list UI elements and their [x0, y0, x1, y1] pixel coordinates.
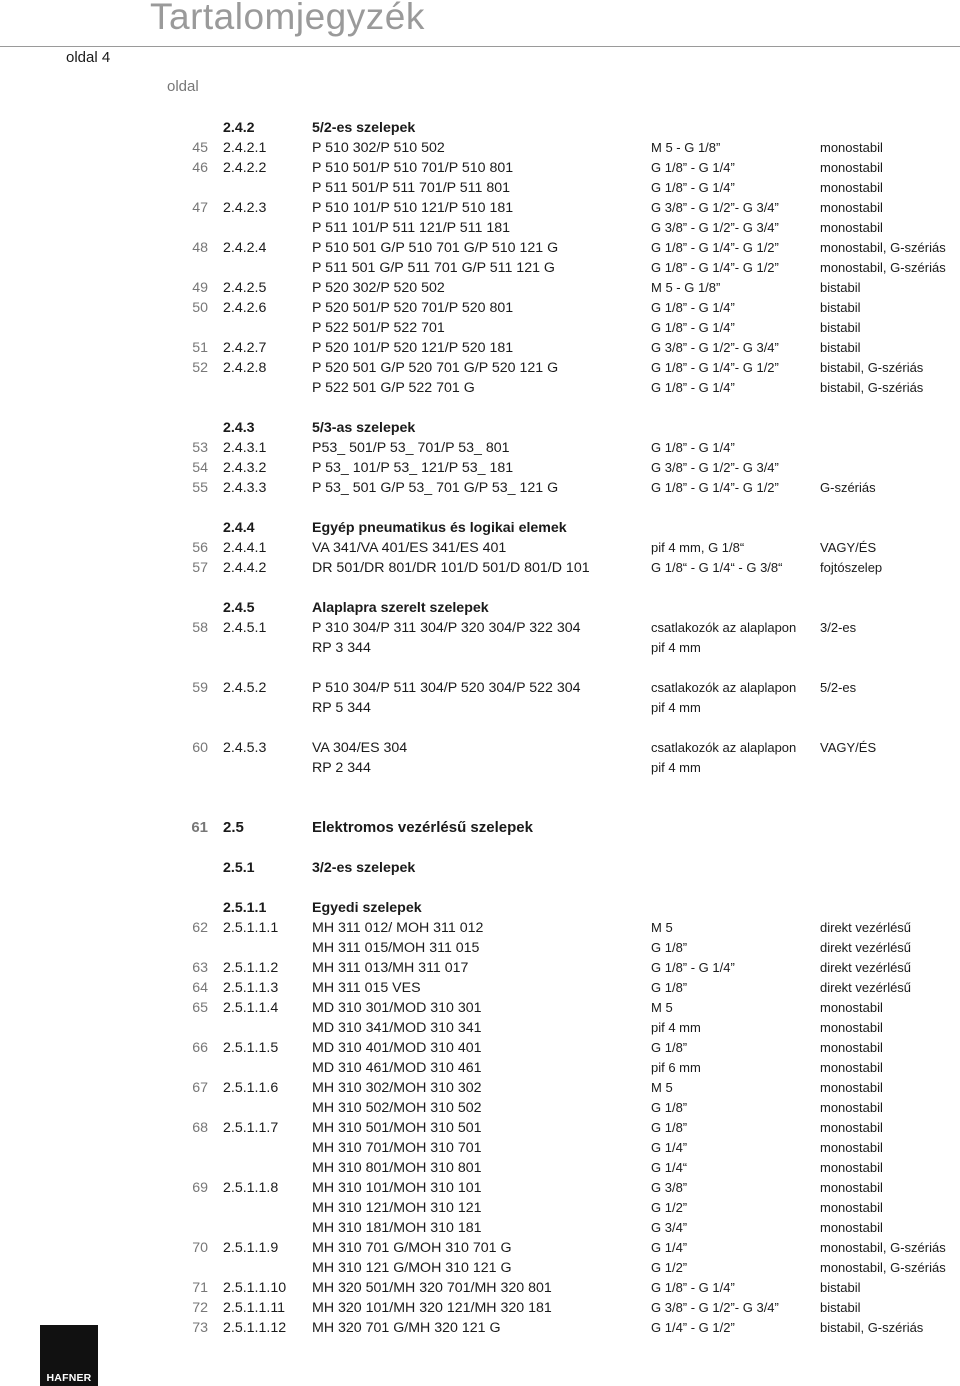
connection-size: G 1/8” - G 1/4”: [651, 320, 735, 335]
page-number: 63: [192, 960, 208, 976]
valve-type: monostabil, G-szériás: [820, 240, 946, 255]
connection-size: G 1/4”: [651, 1140, 688, 1155]
spacer-row: [0, 399, 960, 419]
entry-title: MH 310 302/MOH 310 302: [312, 1080, 482, 1096]
entry-title: MH 320 701 G/MH 320 121 G: [312, 1320, 501, 1336]
valve-type: monostabil: [820, 1180, 883, 1195]
connection-size: M 5: [651, 1000, 673, 1015]
connection-size: G 1/8”: [651, 1120, 688, 1135]
entry-title: P 53_ 101/P 53_ 121/P 53_ 181: [312, 460, 514, 476]
connection-size: pif 4 mm: [651, 700, 701, 715]
connection-size: G 1/2”: [651, 1200, 688, 1215]
entry-title: 5/3-as szelepek: [312, 420, 416, 436]
entry-title: RP 3 344: [312, 640, 371, 656]
toc-row: [0, 619, 960, 639]
entry-title: MH 311 015/MOH 311 015: [312, 940, 480, 956]
toc-row: [0, 259, 960, 279]
toc-row: [0, 1139, 960, 1159]
section-heading-row: [0, 819, 960, 839]
valve-type: monostabil: [820, 1000, 883, 1015]
section-number: 2.4.2: [223, 120, 255, 136]
valve-type: VAGY/ÉS: [820, 740, 877, 755]
page-number: 59: [192, 680, 208, 696]
section-number: 2.4.4.2: [223, 560, 267, 576]
connection-size: G 3/8”: [651, 1180, 688, 1195]
entry-title: VA 341/VA 401/ES 341/ES 401: [312, 540, 507, 556]
connection-size: G 1/4“: [651, 1160, 688, 1175]
entry-title: P 520 501/P 520 701/P 520 801: [312, 300, 514, 316]
page-number: 66: [192, 1040, 208, 1056]
toc-row: [0, 1099, 960, 1119]
section-number: 2.4.2.3: [223, 200, 267, 216]
entry-title: Egyép pneumatikus és logikai elemek: [312, 520, 567, 536]
page-number: 73: [192, 1320, 208, 1336]
valve-type: monostabil: [820, 1040, 883, 1055]
page-number: 58: [192, 620, 208, 636]
toc-row: [0, 1019, 960, 1039]
entry-title: MH 310 801/MOH 310 801: [312, 1160, 482, 1176]
toc-row: [0, 1259, 960, 1279]
toc-row: [0, 759, 960, 779]
page-number: 67: [192, 1080, 208, 1096]
entry-title: MD 310 401/MOD 310 401: [312, 1040, 482, 1056]
connection-size: G 3/8” - G 1/2”- G 3/4”: [651, 200, 779, 215]
entry-title: MD 310 301/MOD 310 301: [312, 1000, 482, 1016]
connection-size: G 1/4”: [651, 1240, 688, 1255]
entry-title: MH 310 502/MOH 310 502: [312, 1100, 482, 1116]
entry-title: MH 310 701 G/MOH 310 701 G: [312, 1240, 512, 1256]
connection-size: G 1/8” - G 1/4”: [651, 180, 735, 195]
page-number: 55: [192, 480, 208, 496]
toc-row: [0, 939, 960, 959]
page-number: 60: [192, 740, 208, 756]
connection-size: pif 4 mm: [651, 1020, 701, 1035]
section-heading-row: [0, 519, 960, 539]
valve-type: direkt vezérlésű: [820, 980, 912, 995]
connection-size: G 1/8” - G 1/4”: [651, 960, 735, 975]
spacer-row: [0, 579, 960, 599]
connection-size: pif 4 mm, G 1/8“: [651, 540, 745, 555]
entry-title: P 522 501/P 522 701: [312, 320, 445, 336]
connection-size: M 5 - G 1/8”: [651, 140, 721, 155]
section-heading-row: [0, 899, 960, 919]
connection-size: G 1/8” - G 1/4”- G 1/2”: [651, 360, 779, 375]
valve-type: bistabil: [820, 280, 861, 295]
entry-title: P 510 302/P 510 502: [312, 140, 445, 156]
entry-title: P 522 501 G/P 522 701 G: [312, 380, 475, 396]
valve-type: bistabil, G-szériás: [820, 1320, 924, 1335]
connection-size: G 1/8” - G 1/4”- G 1/2”: [651, 240, 779, 255]
spacer-row: [0, 799, 960, 819]
section-number: 2.4.5: [223, 600, 255, 616]
valve-type: monostabil: [820, 1080, 883, 1095]
section-number: 2.5.1.1.8: [223, 1180, 279, 1196]
valve-type: monostabil: [820, 1200, 883, 1215]
toc-row: [0, 1279, 960, 1299]
page-number: 62: [192, 920, 208, 936]
connection-size: G 1/8”: [651, 1100, 688, 1115]
toc-row: [0, 1319, 960, 1339]
entry-title: MD 310 341/MOD 310 341: [312, 1020, 482, 1036]
page-number: 53: [192, 440, 208, 456]
page-number: 68: [192, 1120, 208, 1136]
entry-title: P 510 501 G/P 510 701 G/P 510 121 G: [312, 240, 559, 256]
valve-type: monostabil: [820, 200, 883, 215]
entry-title: MH 310 501/MOH 310 501: [312, 1120, 482, 1136]
page-number: 48: [192, 240, 208, 256]
connection-size: G 1/8” - G 1/4”- G 1/2”: [651, 260, 779, 275]
page-number: 65: [192, 1000, 208, 1016]
valve-type: monostabil, G-szériás: [820, 1260, 946, 1275]
valve-type: monostabil: [820, 220, 883, 235]
section-number: 2.5.1.1.9: [223, 1240, 279, 1256]
toc-row: [0, 379, 960, 399]
section-heading-row: [0, 119, 960, 139]
section-number: 2.4.3: [223, 420, 255, 436]
valve-type: bistabil: [820, 320, 861, 335]
entry-title: RP 5 344: [312, 700, 371, 716]
valve-type: direkt vezérlésű: [820, 920, 912, 935]
connection-size: G 1/2”: [651, 1260, 688, 1275]
toc-row: [0, 439, 960, 459]
entry-title: P53_ 501/P 53_ 701/P 53_ 801: [312, 440, 510, 456]
page-number: 46: [192, 160, 208, 176]
hafner-logo: [40, 1325, 98, 1386]
valve-type: monostabil: [820, 180, 883, 195]
valve-type: monostabil: [820, 1060, 883, 1075]
page-number: 49: [192, 280, 208, 296]
entry-title: VA 304/ES 304: [312, 740, 408, 756]
spacer-row: [0, 779, 960, 799]
connection-size: M 5 - G 1/8”: [651, 280, 721, 295]
entry-title: Alaplapra szerelt szelepek: [312, 600, 489, 616]
toc-row: [0, 539, 960, 559]
section-number: 2.5.1.1.3: [223, 980, 279, 996]
toc-row: [0, 679, 960, 699]
entry-title: MH 320 501/MH 320 701/MH 320 801: [312, 1280, 552, 1296]
page-number: 54: [192, 460, 208, 476]
toc-row: [0, 479, 960, 499]
page-number: 69: [192, 1180, 208, 1196]
toc-row: [0, 339, 960, 359]
valve-type: monostabil: [820, 1140, 883, 1155]
section-heading-row: [0, 419, 960, 439]
entry-title: MH 310 121 G/MOH 310 121 G: [312, 1260, 512, 1276]
toc-row: [0, 1079, 960, 1099]
page-number: 72: [192, 1300, 208, 1316]
page-reference: oldal 4: [66, 49, 111, 66]
section-number: 2.5: [223, 819, 244, 836]
valve-type: bistabil, G-szériás: [820, 360, 924, 375]
toc-row: [0, 1159, 960, 1179]
toc-row: [0, 639, 960, 659]
entry-title: 5/2-es szelepek: [312, 120, 416, 136]
section-number: 2.4.2.4: [223, 240, 267, 256]
section-number: 2.5.1.1.2: [223, 960, 279, 976]
section-heading-row: [0, 859, 960, 879]
toc-row: [0, 299, 960, 319]
connection-size: csatlakozók az alaplapon: [651, 740, 797, 755]
connection-size: M 5: [651, 1080, 673, 1095]
toc-row: [0, 919, 960, 939]
toc-row: [0, 1239, 960, 1259]
toc-row: [0, 959, 960, 979]
connection-size: G 3/8” - G 1/2”- G 3/4”: [651, 460, 779, 475]
valve-type: VAGY/ÉS: [820, 540, 877, 555]
entry-title: 3/2-es szelepek: [312, 860, 416, 876]
connection-size: G 1/8” - G 1/4”: [651, 1280, 735, 1295]
connection-size: G 3/4”: [651, 1220, 688, 1235]
entry-title: MH 311 013/MH 311 017: [312, 960, 469, 976]
connection-size: G 1/8”: [651, 1040, 688, 1055]
toc-row: [0, 1299, 960, 1319]
valve-type: monostabil: [820, 160, 883, 175]
entry-title: P 510 501/P 510 701/P 510 801: [312, 160, 514, 176]
spacer-row: [0, 719, 960, 739]
entry-title: DR 501/DR 801/DR 101/D 501/D 801/D 101: [312, 560, 590, 576]
connection-size: G 1/8” - G 1/4”: [651, 160, 735, 175]
entry-title: P 511 501 G/P 511 701 G/P 511 121 G: [312, 260, 555, 276]
section-number: 2.4.3.2: [223, 460, 267, 476]
toc-row: [0, 199, 960, 219]
toc-row: [0, 559, 960, 579]
entry-title: P 520 101/P 520 121/P 520 181: [312, 340, 514, 356]
entry-title: P 520 302/P 520 502: [312, 280, 445, 296]
valve-type: 3/2-es: [820, 620, 857, 635]
valve-type: bistabil: [820, 1300, 861, 1315]
connection-size: csatlakozók az alaplapon: [651, 620, 797, 635]
valve-type: direkt vezérlésű: [820, 960, 912, 975]
page-number: 50: [192, 300, 208, 316]
connection-size: M 5: [651, 920, 673, 935]
section-number: 2.5.1.1.11: [223, 1300, 286, 1316]
valve-type: monostabil: [820, 1160, 883, 1175]
toc-row: [0, 319, 960, 339]
logo-text: HAFNER: [46, 1372, 92, 1384]
entry-title: P 510 101/P 510 121/P 510 181: [312, 200, 514, 216]
page-number: 47: [192, 200, 208, 216]
section-number: 2.4.2.7: [223, 340, 267, 356]
section-number: 2.4.2.2: [223, 160, 267, 176]
toc-row: [0, 1179, 960, 1199]
entry-title: MH 310 101/MOH 310 101: [312, 1180, 482, 1196]
valve-type: monostabil, G-szériás: [820, 260, 946, 275]
toc-row: [0, 279, 960, 299]
valve-type: bistabil: [820, 340, 861, 355]
valve-type: monostabil: [820, 1020, 883, 1035]
toc-row: [0, 699, 960, 719]
toc-row: [0, 179, 960, 199]
section-number: 2.4.2.6: [223, 300, 267, 316]
page-number: 45: [192, 140, 208, 156]
title-divider: [0, 46, 960, 47]
valve-type: fojtószelep: [820, 560, 883, 575]
connection-size: pif 4 mm: [651, 760, 701, 775]
page-number: 71: [192, 1280, 208, 1296]
connection-size: csatlakozók az alaplapon: [651, 680, 797, 695]
connection-size: G 3/8” - G 1/2”- G 3/4”: [651, 340, 779, 355]
toc-row: [0, 159, 960, 179]
section-number: 2.4.2.1: [223, 140, 267, 156]
toc-row: [0, 1059, 960, 1079]
section-number: 2.5.1: [223, 860, 255, 876]
valve-type: bistabil: [820, 300, 861, 315]
valve-type: 5/2-es: [820, 680, 857, 695]
toc-row: [0, 139, 960, 159]
entry-title: P 511 101/P 511 121/P 511 181: [312, 220, 511, 236]
toc-row: [0, 1039, 960, 1059]
entry-title: P 510 304/P 511 304/P 520 304/P 522 304: [312, 680, 581, 696]
valve-type: G-szériás: [820, 480, 876, 495]
section-number: 2.4.3.3: [223, 480, 267, 496]
valve-type: bistabil: [820, 1280, 861, 1295]
table-of-contents: [0, 119, 960, 1339]
connection-size: G 1/8”: [651, 940, 688, 955]
section-number: 2.4.3.1: [223, 440, 267, 456]
entry-title: Egyedi szelepek: [312, 900, 422, 916]
valve-type: monostabil: [820, 1220, 883, 1235]
section-number: 2.4.5.1: [223, 620, 267, 636]
toc-row: [0, 739, 960, 759]
page-number: 57: [192, 560, 208, 576]
connection-size: G 1/8” - G 1/4”: [651, 380, 735, 395]
connection-size: G 1/8“ - G 1/4“ - G 3/8“: [651, 560, 783, 575]
entry-title: Elektromos vezérlésű szelepek: [312, 819, 533, 836]
entry-title: P 511 501/P 511 701/P 511 801: [312, 180, 511, 196]
section-number: 2.4.2.8: [223, 360, 267, 376]
entry-title: MH 320 101/MH 320 121/MH 320 181: [312, 1300, 552, 1316]
section-number: 2.5.1.1.4: [223, 1000, 279, 1016]
entry-title: MH 310 181/MOH 310 181: [312, 1220, 482, 1236]
valve-type: bistabil, G-szériás: [820, 380, 924, 395]
page-number: 61: [191, 819, 208, 836]
section-number: 2.5.1.1.12: [223, 1320, 287, 1336]
connection-size: pif 4 mm: [651, 640, 701, 655]
connection-size: G 1/8” - G 1/4”: [651, 300, 735, 315]
entry-title: RP 2 344: [312, 760, 371, 776]
valve-type: monostabil, G-szériás: [820, 1240, 946, 1255]
entry-title: MH 311 015 VES: [312, 980, 421, 996]
spacer-row: [0, 499, 960, 519]
section-number: 2.4.5.3: [223, 740, 267, 756]
toc-row: [0, 1119, 960, 1139]
spacer-row: [0, 659, 960, 679]
page-number: 70: [192, 1240, 208, 1256]
page-number: 56: [192, 540, 208, 556]
connection-size: G 3/8” - G 1/2”- G 3/4”: [651, 220, 779, 235]
toc-row: [0, 979, 960, 999]
section-number: 2.4.4.1: [223, 540, 267, 556]
spacer-row: [0, 839, 960, 859]
section-number: 2.5.1.1.5: [223, 1040, 279, 1056]
toc-row: [0, 1219, 960, 1239]
page-number: 51: [192, 340, 208, 356]
section-number: 2.4.2.5: [223, 280, 267, 296]
section-number: 2.5.1.1.1: [223, 920, 279, 936]
spacer-row: [0, 879, 960, 899]
page-number: 64: [192, 980, 208, 996]
connection-size: G 3/8” - G 1/2”- G 3/4”: [651, 1300, 779, 1315]
valve-type: monostabil: [820, 1120, 883, 1135]
valve-type: direkt vezérlésű: [820, 940, 912, 955]
section-number: 2.5.1.1.6: [223, 1080, 279, 1096]
entry-title: P 310 304/P 311 304/P 320 304/P 322 304: [312, 620, 581, 636]
page-title: Tartalomjegyzék: [150, 0, 425, 37]
toc-row: [0, 239, 960, 259]
toc-row: [0, 999, 960, 1019]
section-heading-row: [0, 599, 960, 619]
section-number: 2.5.1.1.7: [223, 1120, 279, 1136]
section-number: 2.4.5.2: [223, 680, 267, 696]
page-column-heading: oldal: [167, 78, 199, 95]
connection-size: G 1/8” - G 1/4”- G 1/2”: [651, 480, 779, 495]
section-number: 2.5.1.1.10: [223, 1280, 287, 1296]
entry-title: MH 310 121/MOH 310 121: [312, 1200, 482, 1216]
page-number: 52: [192, 360, 208, 376]
connection-size: G 1/4” - G 1/2”: [651, 1320, 735, 1335]
toc-row: [0, 1199, 960, 1219]
toc-row: [0, 359, 960, 379]
entry-title: P 53_ 501 G/P 53_ 701 G/P 53_ 121 G: [312, 480, 559, 496]
toc-row: [0, 459, 960, 479]
entry-title: P 520 501 G/P 520 701 G/P 520 121 G: [312, 360, 559, 376]
entry-title: MD 310 461/MOD 310 461: [312, 1060, 482, 1076]
valve-type: monostabil: [820, 1100, 883, 1115]
connection-size: G 1/8” - G 1/4”: [651, 440, 735, 455]
section-number: 2.5.1.1: [223, 900, 267, 916]
valve-type: monostabil: [820, 140, 883, 155]
connection-size: G 1/8”: [651, 980, 688, 995]
section-number: 2.4.4: [223, 520, 255, 536]
entry-title: MH 311 012/ MOH 311 012: [312, 920, 484, 936]
toc-row: [0, 219, 960, 239]
entry-title: MH 310 701/MOH 310 701: [312, 1140, 482, 1156]
connection-size: pif 6 mm: [651, 1060, 701, 1075]
